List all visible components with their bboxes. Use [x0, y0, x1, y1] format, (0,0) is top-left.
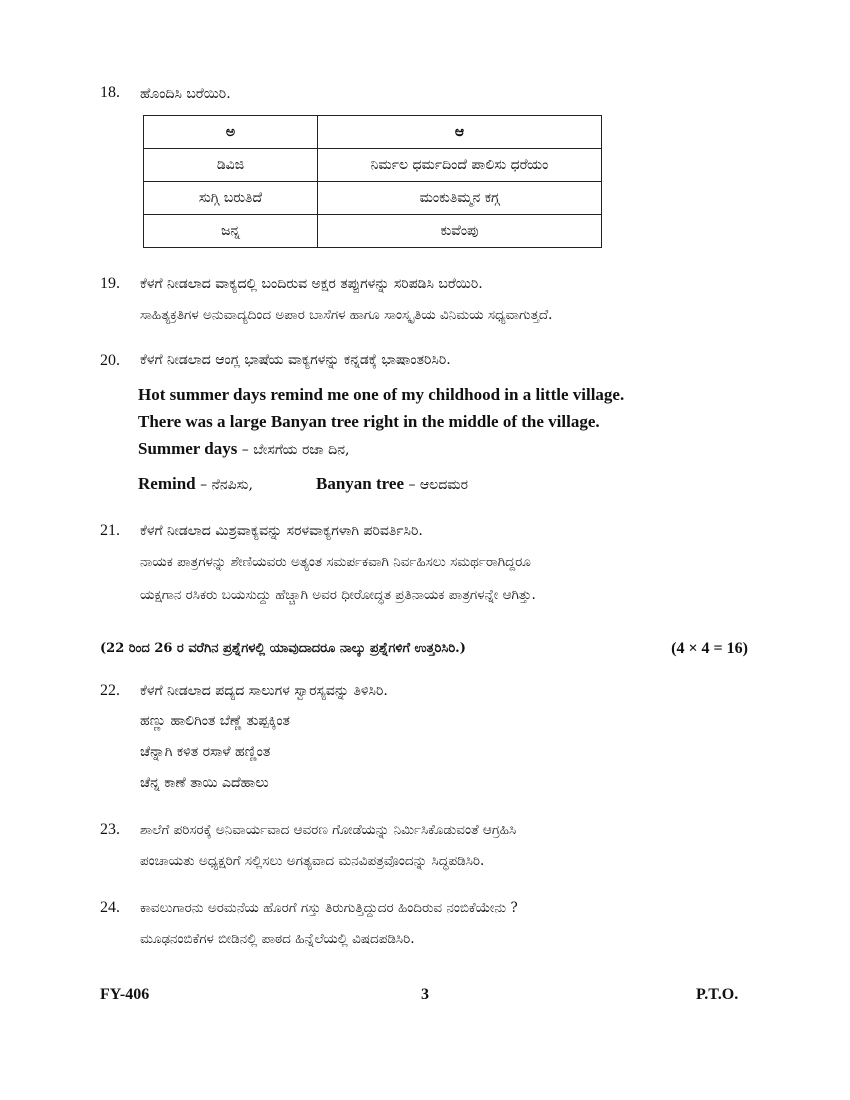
question-21-sentence-line-1: ನಾಯಕ ಪಾತ್ರಗಳನ್ನು ಶೇಣಿಯವರು ಅತ್ಯಂತ ಸಮರ್ಪಕವಾಗಿ ನಿರ್ವಹಿಸಲು ಸಮರ್ಥರಾಗಿದ್ದರೂ [140, 554, 531, 570]
gloss-meaning: – ನೆನಪಿಸು, [195, 477, 253, 493]
question-number-23: 23. [100, 821, 120, 838]
gloss-term: Remind [138, 474, 196, 493]
gloss-term: Summer days [138, 439, 238, 458]
table-cell: ಸುಗ್ಗಿ ಬರುತಿದೆ [144, 182, 318, 215]
column-b-header: ಆ [318, 116, 602, 149]
question-number-24: 24. [100, 899, 120, 916]
question-19-sentence: ಸಾಹಿತ್ಯಕ್ರತಿಗಳ ಅನುವಾದ್ಯದಿಂದ ಅಪಾರ ಬಾಸೆಗಳ ಹಾಗೂ ಸಾಂಸ್ಕೃತಿಯ ವಿನಿಮಯ ಸಧ್ಯವಾಗುತ್ತದೆ. [140, 307, 553, 323]
glossary-line-3 [316, 474, 468, 494]
poem-line-3: ಚೆನ್ನ ಕಾಣೆ ತಾಯಿ ಎದೆಹಾಲು [140, 775, 269, 791]
column-a-header: ಅ [144, 116, 318, 149]
table-row [144, 215, 602, 248]
page-number: 3 [421, 986, 429, 1003]
question-24-line-1: ಕಾವಲುಗಾರನು ಅರಮನೆಯ ಹೊರಗೆ ಗಸ್ತು ತಿರುಗುತ್ತಿದ್ದುದರ ಹಿಂದಿರುವ ನಂಬಿಕೆಯೇನು ? [140, 900, 518, 916]
paper-code: FY-406 [100, 986, 150, 1003]
question-23-line-1: ಶಾಲೆಗೆ ಪರಿಸರಕ್ಕೆ ಅನಿವಾರ್ಯವಾದ ಆವರಣ ಗೋಡೆಯನ್ನು ನಿರ್ಮಿಸಿಕೊಡುವಂತೆ ಆಗ್ರಹಿಸಿ [140, 822, 517, 838]
question-23-line-2: ಪಂಚಾಯತು ಅಧ್ಯಕ್ಷರಿಗೆ ಸಲ್ಲಿಸಲು ಅಗತ್ಯವಾದ ಮನವಿಪತ್ರವೊಂದನ್ನು ಸಿದ್ಧಪಡಿಸಿರಿ. [140, 853, 485, 869]
question-19-instruction: ಕೆಳಗೆ ನೀಡಲಾದ ವಾಕ್ಯದಲ್ಲಿ ಬಂದಿರುವ ಅಕ್ಷರ ತಪ್ಪುಗಳನ್ನು ಸರಿಪಡಿಸಿ ಬರೆಯಿರಿ. [140, 276, 483, 292]
question-20-instruction: ಕೆಳಗೆ ನೀಡಲಾದ ಆಂಗ್ಲ ಭಾಷೆಯ ವಾಕ್ಯಗಳನ್ನು ಕನ್ನಡಕ್ಕೆ ಭಾಷಾಂತರಿಸಿರಿ. [140, 352, 451, 368]
question-number-20: 20. [100, 352, 120, 369]
table-cell: ಡಿವಿಜಿ [144, 149, 318, 182]
table-cell: ಜನ್ನ [144, 215, 318, 248]
section-instruction [100, 640, 748, 656]
question-21-sentence-line-2: ಯಕ್ಷಗಾನ ರಸಿಕರು ಬಯಸುದ್ದು ಹೆಚ್ಚಾಗಿ ಅವರ ಧೀರೋದ್ಧತ ಪ್ರತಿನಾಯಕ ಪಾತ್ರಗಳನ್ನೇ ಆಗಿತ್ತು. [140, 587, 536, 603]
gloss-meaning: – ಆಲದಮರ [404, 477, 468, 493]
poem-line-2: ಚೆನ್ನಾಗಿ ಕಳಿತ ರಸಾಳೆ ಹಣ್ಣಿಂತ [140, 744, 271, 760]
table-cell: ಕುವೆಂಪು [318, 215, 602, 248]
english-sentence-2: There was a large Banyan tree right in the middle of the village. [138, 412, 600, 431]
question-number-21: 21. [100, 522, 120, 539]
poem-line-1: ಹಣ್ಣು ಹಾಲಿಗಿಂತ ಬೆಣ್ಣೆ ತುಪ್ಪಕ್ಕಿಂತ [140, 713, 290, 729]
gloss-term: Banyan tree [316, 474, 404, 493]
glossary-line-2 [138, 474, 253, 494]
table-row [144, 182, 602, 215]
please-turn-over: P.T.O. [696, 986, 739, 1003]
question-21-instruction: ಕೆಳಗೆ ನೀಡಲಾದ ಮಿಶ್ರವಾಕ್ಯವನ್ನು ಸರಳವಾಕ್ಯಗಳಾಗಿ ಪರಿವರ್ತಿಸಿರಿ. [140, 523, 423, 539]
question-number-22: 22. [100, 682, 120, 699]
question-number-19: 19. [100, 275, 120, 292]
question-22-instruction: ಕೆಳಗೆ ನೀಡಲಾದ ಪದ್ಯದ ಸಾಲುಗಳ ಸ್ವಾರಸ್ಯವನ್ನು ತಿಳಿಸಿರಿ. [140, 683, 388, 699]
section-marks: (4 × 4 = 16) [671, 640, 748, 657]
section-instruction-text: (22 ರಿಂದ 26 ರ ವರೆಗಿನ ಪ್ರಶ್ನೆಗಳಲ್ಲಿ ಯಾವುದಾದರೂ ನಾಲ್ಕು ಪ್ರಶ್ನೆಗಳಿಗೆ ಉತ್ತರಿಸಿರಿ.) [100, 641, 466, 656]
question-24-line-2: ಮೂಢನಂಬಿಕೆಗಳ ಬೀಡಿನಲ್ಲಿ ಪಾಠದ ಹಿನ್ನೆಲೆಯಲ್ಲಿ ವಿಷದಪಡಿಸಿರಿ. [140, 931, 415, 947]
english-sentence-1: Hot summer days remind me one of my childhood in a little village. [138, 385, 625, 404]
glossary-line-1 [138, 439, 349, 459]
table-cell: ಮಂಕುತಿಮ್ಮನ ಕಗ್ಗ [318, 182, 602, 215]
table-row [144, 149, 602, 182]
match-table-header [144, 116, 602, 149]
question-number-18: 18. [100, 84, 120, 101]
match-table [143, 115, 602, 248]
gloss-meaning: – ಬೇಸಗೆಯ ರಜಾ ದಿನ, [237, 442, 350, 458]
question-18-text: ಹೊಂದಿಸಿ ಬರೆಯಿರಿ. [140, 86, 231, 102]
table-cell: ನಿರ್ಮಲ ಧರ್ಮದಿಂದೆ ಪಾಲಿಸು ಧರೆಯಂ [318, 149, 602, 182]
